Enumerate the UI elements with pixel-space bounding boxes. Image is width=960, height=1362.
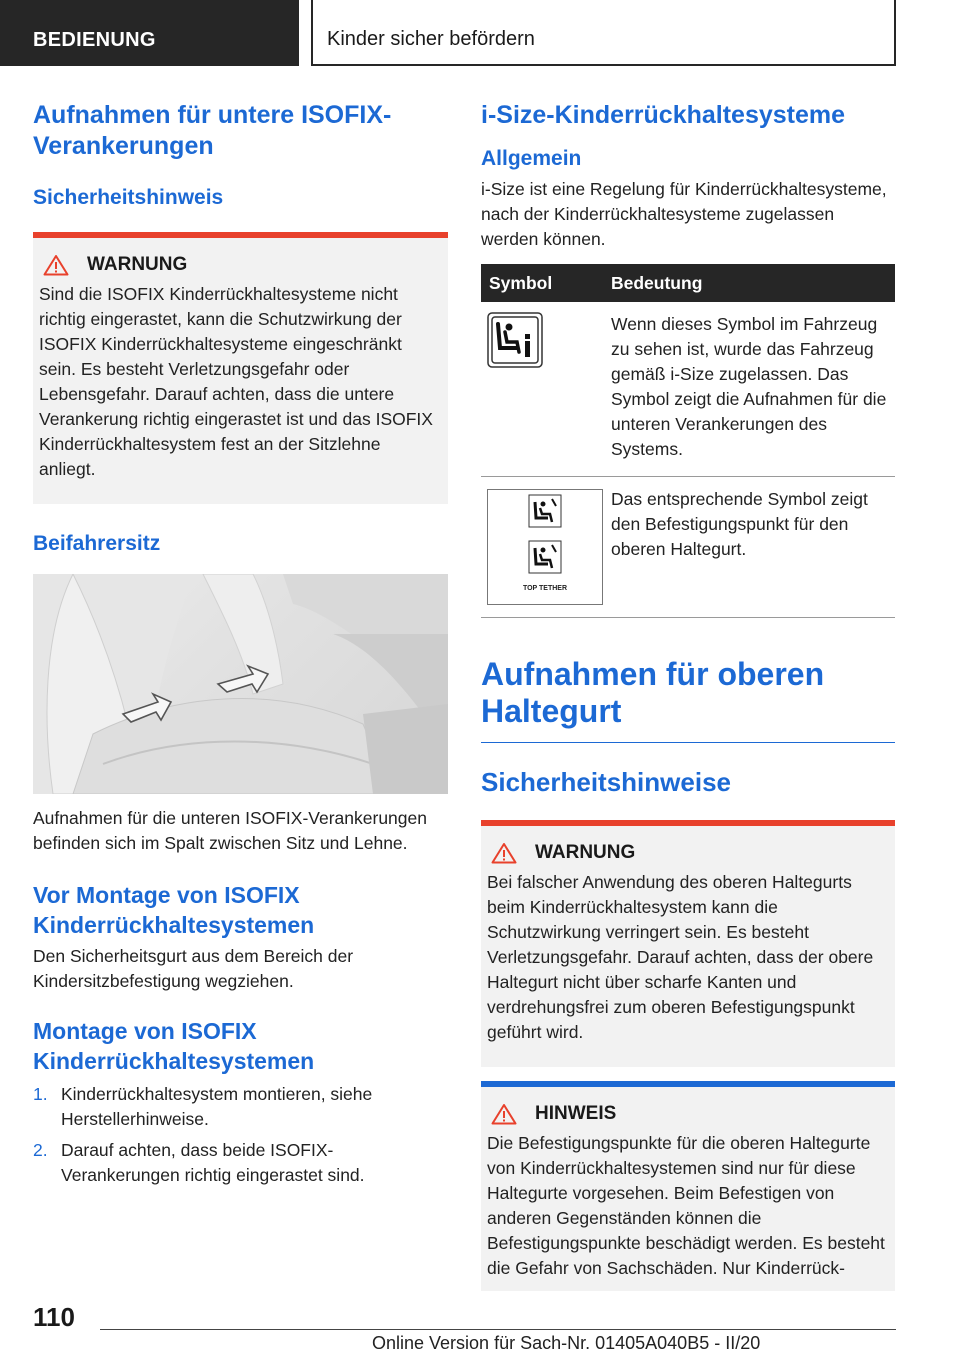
symbol-cell	[481, 302, 603, 477]
safety-notes-heading: Sicherheitshinweise	[481, 767, 731, 797]
top-tether-label: TOP TETHER	[522, 584, 568, 592]
column-header-meaning: Bedeutung	[603, 264, 895, 302]
left-column	[33, 100, 448, 1188]
warning-label: WARNUNG	[87, 254, 188, 275]
warning-label: WARNUNG	[535, 842, 636, 863]
table-header-row	[481, 264, 895, 302]
right-column	[481, 100, 895, 1291]
isofix-heading: Aufnahmen für untere ISOFIX-Verankerungen	[33, 101, 392, 160]
seat-illustration	[33, 574, 448, 794]
table-row	[481, 477, 895, 618]
warning-triangle-icon	[491, 1103, 517, 1125]
safety-heading: Sicherheitshinweis	[33, 186, 224, 209]
warning-triangle-icon	[491, 842, 517, 864]
warning-text: Bei falscher Anwendung des oberen Haltegurts beim Kinderrückhaltesystem kann die Schutzwirkung verringert sein. Es besteht Verletzungsgefahr. Darauf achten, dass der obere Haltegurt nicht über scharfe Kanten und verdrehungsfrei zum oberen Befestigungspunkt geführt wird.	[487, 872, 874, 1042]
mounting-heading: Montage von ISOFIX Kinderrückhaltesystemen	[33, 1018, 315, 1074]
warning-box	[33, 232, 448, 504]
warning-title	[39, 254, 440, 276]
symbol-cell	[481, 477, 603, 618]
isize-symbol-icon	[487, 312, 543, 368]
online-version-note: Online Version für Sach-Nr. 01405A040B5 - II/20	[372, 1333, 761, 1353]
column-header-symbol: Symbol	[481, 264, 603, 302]
step-text: Darauf achten, dass beide ISOFIX-Verankerungen richtig eingerastet sind.	[61, 1140, 365, 1185]
step-text: Kinderrückhaltesystem montieren, siehe Herstellerhinweise.	[61, 1084, 373, 1129]
general-heading: Allgemein	[481, 147, 582, 170]
heading-divider	[481, 742, 895, 743]
seat-photo	[33, 574, 448, 794]
meaning-cell: Das entsprechende Symbol zeigt den Befestigungspunkt für den oberen Haltegurt.	[603, 477, 895, 618]
step-number: 1.	[33, 1084, 48, 1104]
note-text: Die Befestigungspunkte für die oberen Haltegurte von Kinderrückhaltesystemen sind nur für diese Haltegurte vorgesehen. Beim Befestigen von anderen Gegenständen können die Befestigungspunkte beschädigt werden. Es besteht die Gefahr von Sachschäden. Nur Kinderrück-	[487, 1133, 885, 1278]
passenger-seat-heading: Beifahrersitz	[33, 532, 161, 555]
top-tether-heading: Aufnahmen für oberen Haltegurt	[481, 656, 825, 729]
top-tether-symbol	[487, 489, 603, 605]
step-item	[33, 1138, 448, 1188]
isize-heading: i-Size-Kinderrückhaltesysteme	[481, 101, 846, 129]
meaning-cell: Wenn dieses Symbol im Fahrzeug zu sehen ist, wurde das Fahrzeug gemäß i-Size zugelassen. Das Symbol zeigt die Aufnahmen für die unteren Verankerungen des Systems.	[603, 302, 895, 477]
note-box	[481, 1081, 895, 1291]
note-title	[487, 1103, 887, 1125]
chapter-tab: BEDIENUNG	[0, 0, 299, 66]
top-tether-icon	[528, 540, 562, 574]
note-label: HINWEIS	[535, 1103, 617, 1124]
general-text: i-Size ist eine Regelung für Kinderrückhaltesysteme, nach der Kinderrückhaltesysteme zugelassen werden können.	[481, 179, 887, 249]
warning-box	[481, 820, 895, 1067]
symbol-table	[481, 264, 895, 618]
mounting-steps	[33, 1082, 448, 1188]
step-number: 2.	[33, 1140, 48, 1160]
footer-divider	[100, 1329, 896, 1330]
page-number: 110	[33, 1302, 75, 1332]
table-row	[481, 302, 895, 477]
before-mounting-heading: Vor Montage von ISOFIX Kinderrückhaltesystemen	[33, 882, 315, 938]
warning-title	[487, 842, 887, 864]
section-title: Kinder sicher befördern	[311, 0, 896, 66]
warning-text: Sind die ISOFIX Kinderrückhaltesysteme nicht richtig eingerastet, kann die Schutzwirkung der ISOFIX Kinderrückhaltesysteme eingeschränkt sein. Es besteht Verletzungsgefahr oder Lebensgefahr. Darauf achten, dass die untere Verankerung richtig eingerastet ist und das ISOFIX Kinderrückhaltesystem fest an der Sitzlehne anliegt.	[39, 284, 433, 479]
photo-caption: Aufnahmen für die unteren ISOFIX-Verankerungen befinden sich im Spalt zwischen Sitz und Lehne.	[33, 808, 427, 853]
before-mounting-text: Den Sicherheitsgurt aus dem Bereich der Kindersitzbefestigung wegziehen.	[33, 946, 354, 991]
step-item	[33, 1082, 448, 1132]
warning-triangle-icon	[43, 254, 69, 276]
top-tether-icon	[528, 494, 562, 528]
